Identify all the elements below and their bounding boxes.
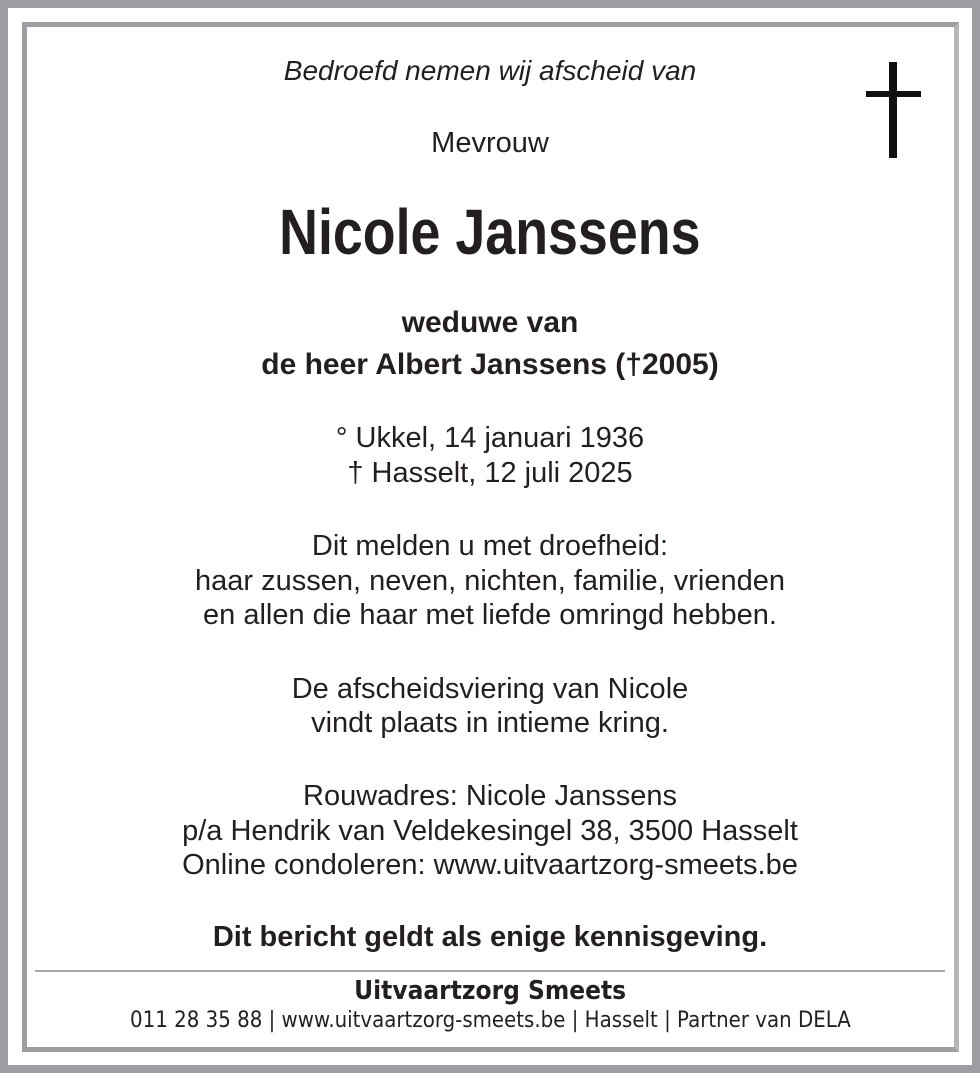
online-condolence: Online condoleren: www.uitvaartzorg-smeets.be [182, 849, 798, 881]
deceased-name [0, 196, 980, 268]
mourners-line-3: en allen die haar met liefde omringd hebben. [203, 599, 777, 631]
address-line-1: Rouwadres: Nicole Janssens [303, 780, 677, 812]
widow-line-1: weduwe van [401, 306, 579, 339]
footer-contact-text: 011 28 35 88 | www.uitvaartzorg-smeets.be | Hasselt | Partner van DELA [129, 1008, 851, 1033]
death-date: † Hasselt, 12 juli 2025 [347, 457, 633, 489]
intro-text: Bedroefd nemen wij afscheid van [283, 55, 697, 86]
notice-text: Dit bericht geldt als enige kennisgeving. [212, 921, 768, 953]
widow-line-2: de heer Albert Janssens (†2005) [261, 348, 719, 381]
ceremony-line-2: vindt plaats in intieme kring. [311, 707, 669, 739]
ceremony-line-1: De afscheidsviering van Nicole [291, 673, 689, 705]
divider [35, 970, 945, 972]
footer-company [0, 978, 980, 1004]
cross-icon-bar [866, 91, 921, 97]
deceased-name-text: Nicole Janssens [279, 196, 701, 268]
mourners-line-2: haar zussen, neven, nichten, familie, vrienden [194, 565, 785, 597]
address-line-2: p/a Hendrik van Veldekesingel 38, 3500 Hasselt [182, 815, 798, 847]
footer-contact [0, 1010, 980, 1032]
footer-company-text: Uitvaartzorg Smeets [354, 976, 626, 1006]
birth-date: ° Ukkel, 14 januari 1936 [335, 422, 645, 454]
salutation: Mevrouw [431, 127, 549, 159]
mourners-line-1: Dit melden u met droefheid: [311, 530, 669, 562]
